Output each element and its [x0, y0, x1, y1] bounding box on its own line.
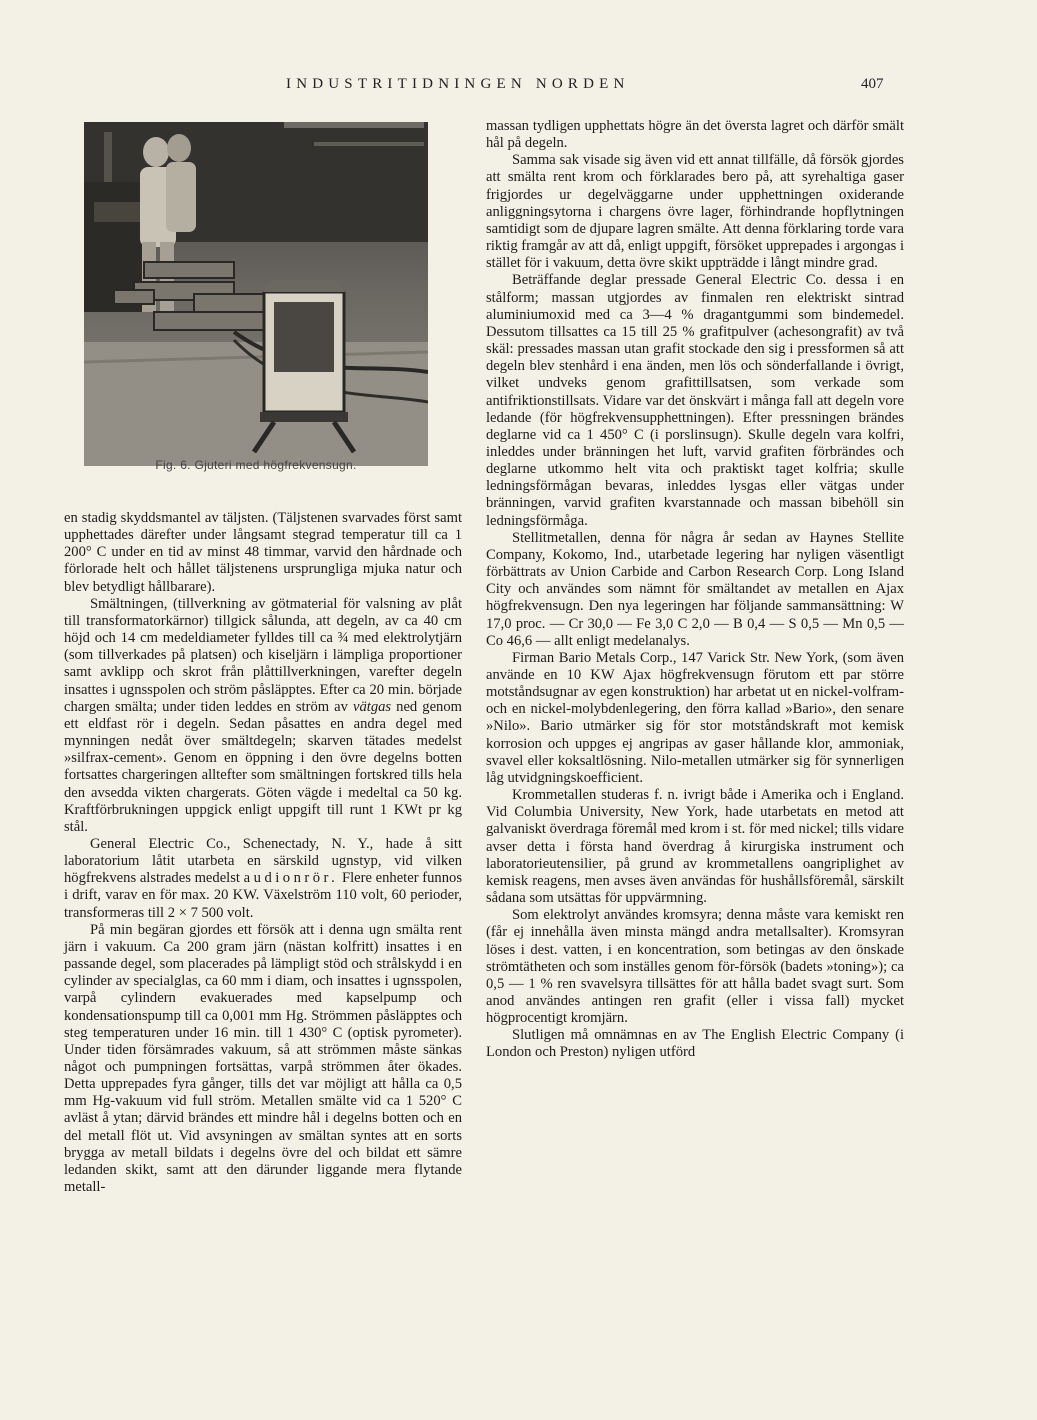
right-column — [486, 118, 904, 1062]
right-paragraph-1: massan tydligen upphettats högre än det översta lagret och därför smält hål på degeln. — [486, 118, 904, 152]
vatgas-emphasis: vätgas — [352, 698, 392, 715]
left-paragraph-2-start: Smältningen, (tillverkning av götmaterial för valsning av plåt till transformatorkärnor) tillgick sålunda, att degeln, av ca 40 cm höjd och 14 cm medeldiameter fylldes till ca ¾ med elektrolytjärn (som tillverkades på platsen) och kiseljärn i lämpliga proportioner samt avklipp och skrot från plåttillverkningen, varefter degeln insattes i ugnsspolen och ström påsläpptes. Efter ca 20 min. började chargen smälta; under tiden leddes en ström av — [64, 595, 462, 715]
audionror-spaced: audionrör. — [243, 870, 339, 887]
left-paragraph-3-start: General Electric Co., Schenectady, N. Y., hade å sitt laboratorium låtit utarbeta en särskild ugnstyp, vid vilken högfrekvens alstrades medelst — [64, 835, 462, 887]
left-column — [64, 510, 462, 1196]
journal-title: INDUSTRITIDNINGEN NORDEN — [286, 76, 630, 92]
left-paragraph-3-end: Flere enheter funnos i drift, varav en för max. 20 KW. Växelström 110 volt, 60 perioder, transformeras till 2 × 7 500 volt. — [64, 870, 462, 921]
foundry-photo-illustration — [84, 122, 428, 466]
right-paragraph-7: Som elektrolyt användes kromsyra; denna måste vara kemiskt ren (får ej innehålla även minsta mängd andra metallsalter). Kromsyran löses i dest. vatten, i en koncentration, som betingas av den önskade strömtätheten och som inställes genom för-försök (badets »toning»); ca 0,5 — 1 % ren svavelsyra tillsättes för att hålla badet svagt surt. Som anod användes antingen ren grafit (eller i vissa fall) mycket högprocentigt kromjärn. — [486, 907, 904, 1027]
page-number: 407 — [861, 76, 884, 92]
right-paragraph-5: Firman Bario Metals Corp., 147 Varick Str. New York, (som även använde en 10 KW Ajax högfrekvensugn förutom ett par större motståndsugnar av egen konstruktion) har arbetat ut en nickel-volfram- och en nickel-molybdenlegering, den förra kallad »Bario», den senare »Nilo». Bario utmärker sig för stor motståndskraft mot kemisk korrosion och uppges ej angripas av gaser hållande klor, ammoniak, svavel eller koksaltlösning. Nilo-metallen utmärker sig för synnerligen låg utvidgningskoefficient. — [486, 649, 904, 786]
left-paragraph-4: På min begäran gjordes ett försök att i denna ugn smälta rent järn i vakuum. Ca 200 gram järn (nästan kolfritt) insattes i en passande degel, som placerades på lämpligt stöd och strålskydd i en cylinder av specialglas, ca 60 mm i diam, och insattes i ugnsspolen, varpå cylindern evakuerades med kapselpump och kondensationspump till ca 0,001 mm Hg. Strömmen påsläpptes och steg temperaturen under 16 min. till 1 430° C (optisk pyrometer). Under tiden försämrades vakuum, så att strömmen måste sänkas något och pumpningen fortsättas, varpå strömmen åter ökades. Detta upprepades fyra gånger, tills det var möjligt att hålla ca 0,5 mm Hg-vakuum vid full ström. Metallen smälte vid ca 1 520° C avläst å ytan; därvid brändes ett mindre hål i degelns botten och en del metall flöt ut. Vid avsyningen av smältan syntes att en sorts brygga av metall bildats i degelns övre del och bildat ett sämre ledanden skikt, samt att den därunder liggande mera flytande metall- — [64, 921, 462, 1196]
right-paragraph-6: Krommetallen studeras f. n. ivrigt både i Amerika och i England. Vid Columbia University, New York, hade utarbetats en metod att galvaniskt överdraga föremål med krom i st. för med nickel; tills vidare avser detta i första hand överdrag å kirurgiska instrument och laboratorieutensilier, på grund av krommetallens oangriplighet av kemisk reagens, men avses även användas för hushållsföremål, särskilt sådana som utsättas för uppvärmning. — [486, 787, 904, 907]
right-paragraph-4: Stellitmetallen, denna för några år sedan av Haynes Stellite Company, Kokomo, Ind., utarbetade legering har nyligen väsentligt förbättrats av Union Carbide and Carbon Research Corp. Long Island City och användes som nämnt för smältandet av metallen en Ajax högfrekvensugn. Den nya legeringen har följande sammansättning: W 17,0 proc. — Cr 30,0 — Fe 3,0 C 2,0 — B 0,4 — S 0,5 — Mn 0,5 — Co 46,6 — allt enligt medelanalys. — [486, 529, 904, 649]
left-paragraph-1: en stadig skyddsmantel av täljsten. (Täljstenen svarvades först samt upphettades därefter under långsamt stegrad temperatur till ca 1 200° C under en tid av minst 48 timmar, varvid den hårdnade och förlorade helt och hållet täljstenens ursprungliga mjuka natur och blev betydligt hållbarare). — [64, 510, 462, 595]
figure-caption: Fig. 6. Gjuteri med högfrekvensugn. — [155, 458, 357, 472]
left-paragraph-3 — [64, 836, 462, 922]
running-header — [0, 76, 1037, 100]
left-paragraph-2 — [64, 596, 462, 836]
foundry-photograph — [84, 122, 428, 466]
right-paragraph-2: Samma sak visade sig även vid ett annat tillfälle, då försök gjordes att smälta rent krom och förklarades bero på, att syrehaltiga gaser frigjordes ur degelväggarne under upphettningen oxiderande anliggningsytorna i chargens övre lager, förhindrande hopflytningen samtidigt som de djupare lagren smälte. Att denna förklaring torde vara riktig framgår av att då, enligt uppgift, försöket upprepades i argongas i stället för i vakuum, detta övre skikt uppträdde i långt mindre grad. — [486, 152, 904, 272]
right-paragraph-8: Slutligen må omnämnas en av The English Electric Company (i London och Preston) nyligen utförd — [486, 1027, 904, 1061]
left-paragraph-2-end: ned genom ett eldfast rör i degeln. Sedan påsattes en andra degel med mynningen nedåt över smältdegeln; skarven tätades medelst »silfrax-cement». Genom en öppning i den övre degelns botten fortsattes chargeringen alltefter som smältningen fortskred tills hela den avsedda vikten chargerats. Göten vägde i medeltal ca 50 kg. Kraftförbrukningen uppgick enligt uppgift till runt 1 KWt pr kg stål. — [64, 698, 462, 835]
right-paragraph-3: Beträffande deglar pressade General Electric Co. dessa i en stålform; massan utgjordes av finmalen ren elektriskt sintrad aluminiumoxid med ca 3—4 % dragantgummi som bindemedel. Dessutom tillsattes ca 15 till 25 % grafitpulver (achesongrafit) av två skäl: pressades massan utan grafit stockade den sig i pressformen så att degeln blev stenhård i ena änden, men lös och sönderfallande i övrigt, vilket undveks genom grafittillsatsen, som verkade som antifriktionstillsats. Vidare var det önskvärt i många fall att degeln vore ledande (för högfrekvensupphettningen). Efter pressningen brändes deglarne vid ca 1 450° C (i porslinsugn). Skulle degeln vara kolfri, inleddes under bränningen het luft, varvid grafiten förbrändes och deglarne utkommo helt vita och praktiskt taget kolfria; skulle ledningsförmågan bevaras, inleddes lysgas eller vätgas under bränningen, varvid grafiten kvarstannade och massan bibehöll sin ledningsförmåga. — [486, 272, 904, 529]
